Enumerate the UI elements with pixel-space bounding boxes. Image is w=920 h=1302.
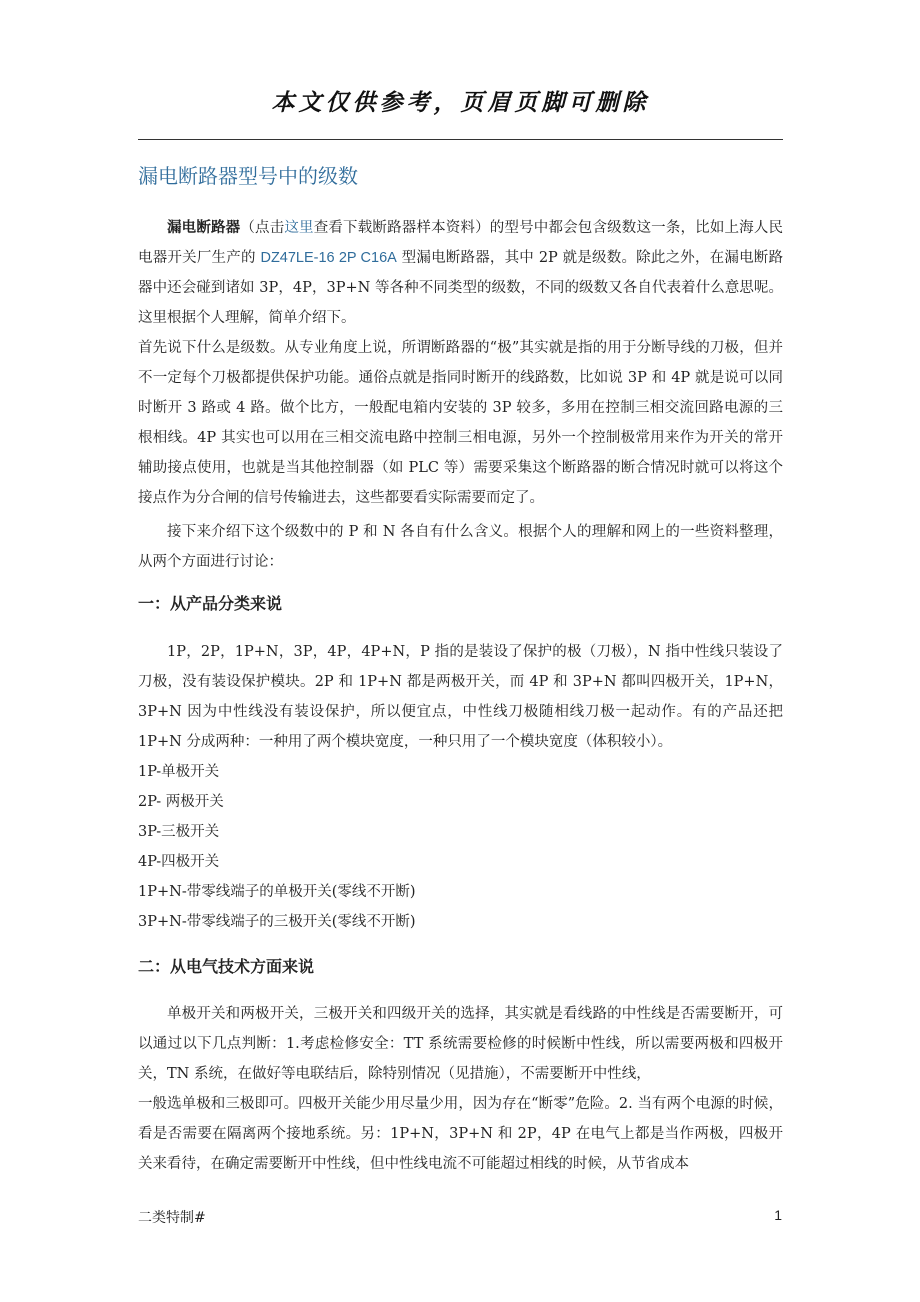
list-item: 2P- 两极开关	[138, 794, 224, 810]
section2-heading: 二：从电气技术方面来说	[138, 957, 315, 976]
intro-paren-rest: 查看下载断路器样本资料）的型号中都会包含级数这一条，比如上海人民电器开关厂生产的	[138, 220, 784, 266]
page-number: 1	[774, 1207, 782, 1223]
footer-label: 二类特制#	[138, 1210, 206, 1226]
paragraph-p-n-meaning: 接下来介绍下这个级数中的 P 和 N 各自有什么含义。根据个人的理解和网上的一些资料整理，从两个方面进行讨论：	[138, 524, 783, 570]
header-divider	[138, 139, 783, 140]
intro-term: 漏电断路器	[167, 219, 241, 236]
intro-rest: 型漏电断路器，其中 2P 就是级数。除此之外，在漏电断路器中还会碰到诸如 3P，4P，3P+N 等各种不同类型的级数，不同的级数又各自代表着什么意思呢。这里根据个人理解，简单介绍下。	[138, 250, 784, 326]
section2-body-b: 一般选单极和三极即可。四极开关能少用尽量少用，因为存在“断零”危险。2. 当有两个电源的时候，看是否需要在隔离两个接地系统。另：1P+N，3P+N 和 2P，4P 在电气上都是当作两极，四极开关来看待，在确定需要断开中性线，但中性线电流不可能超过相线的时候，从节省成本	[138, 1096, 783, 1172]
header-note: 本文仅供参考，页眉页脚可删除	[271, 90, 650, 116]
section1-heading: 一：从产品分类来说	[138, 594, 283, 613]
model-link[interactable]: DZ47LE-16 2P C16A	[260, 250, 397, 266]
list-item: 1P+N-带零线端子的单极开关(零线不开断)	[138, 884, 416, 900]
section2-body-a: 单极开关和两极开关，三极开关和四级开关的选择，其实就是看线路的中性线是否需要断开，可以通过以下几点判断：1.考虑检修安全：TT 系统需要检修的时候断中性线，所以需要两极和四极开关，TN 系统，在做好等电联结后，除特别情况（见措施），不需要断开中性线，	[138, 1006, 783, 1082]
list-item: 3P+N-带零线端子的三极开关(零线不开断)	[138, 914, 416, 930]
list-item: 1P-单极开关	[138, 764, 220, 780]
article-title: 漏电断路器型号中的级数	[138, 164, 358, 188]
here-link[interactable]: 这里	[284, 220, 314, 236]
intro-paren-open: （点击	[240, 220, 285, 236]
list-item: 3P-三极开关	[138, 824, 220, 840]
paragraph-poles-definition: 首先说下什么是级数。从专业角度上说，所谓断路器的“极”其实就是指的用于分断导线的刀极，但并不一定每个刀极都提供保护功能。通俗点就是指同时断开的线路数，比如说 3P 和 4P 就是说可以同时断开 3 路或 4 路。做个比方，一般配电箱内安装的 3P 较多，多用在控制三相交流回路电源的三根相线。4P 其实也可以用在三相交流电路中控制三相电源，另外一个控制极常用来作为开关的常开辅助接点使用，也就是当其他控制器（如 PLC 等）需要采集这个断路器的断合情况时就可以将这个接点作为分合闸的信号传输进去，这些都要看实际需要而定了。	[138, 340, 783, 506]
list-item: 4P-四极开关	[138, 854, 220, 870]
section1-body: 1P，2P，1P+N，3P，4P，4P+N，P 指的是装设了保护的极（刀极），N 指中性线只装设了刀极，没有装设保护模块。2P 和 1P+N 都是两极开关，而 4P 和 3P+N 都叫四极开关，1P+N，3P+N 因为中性线没有装设保护，所以便宜点，中性线刀极随相线刀极一起动作。有的产品还把 1P+N 分成两种：一种用了两个模块宽度，一种只用了一个模块宽度（体积较小）。	[138, 644, 783, 750]
intro-paragraph	[138, 213, 783, 333]
